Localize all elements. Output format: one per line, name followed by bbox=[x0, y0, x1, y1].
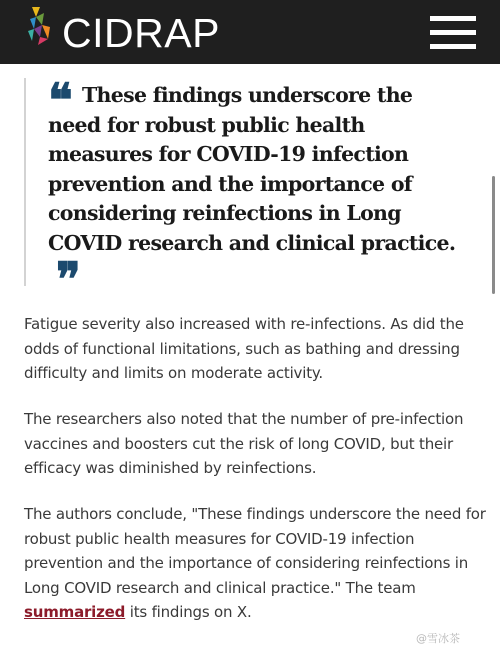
brand-wordmark[interactable]: CIDRAP bbox=[62, 10, 220, 56]
hamburger-menu-icon[interactable] bbox=[430, 14, 478, 52]
article-paragraph bbox=[24, 502, 494, 625]
pull-quote bbox=[24, 73, 466, 306]
article-paragraph: The researchers also noted that the number of pre-infection vaccines and boosters cut the risk of long COVID, but their efficacy was diminished by reinfections. bbox=[24, 410, 464, 477]
summarized-link[interactable]: summarized bbox=[24, 603, 126, 621]
watermark: @雪冰茶 bbox=[416, 632, 460, 645]
close-quote-icon: ❞ bbox=[56, 252, 81, 306]
site-header bbox=[0, 0, 500, 64]
article-paragraph: Fatigue severity also increased with re-infections. As did the odds of functional limitations, such as bathing and dressing difficulty and limits on moderate activity. bbox=[24, 315, 464, 382]
cidrap-logo-icon[interactable] bbox=[26, 5, 62, 49]
scrollbar-thumb[interactable] bbox=[492, 176, 495, 294]
pull-quote-text: These findings underscore the need for robust public health measures for COVID-19 infection prevention and the importance of considering reinfections in Long COVID research and clinical practice. bbox=[48, 83, 456, 255]
open-quote-icon: ❝ bbox=[48, 73, 73, 127]
paragraph-text: The authors conclude, "These findings underscore the need for robust public health measures for COVID-19 infection prevention and the importance of considering reinfections in Long COVID research and clinical practice." The team bbox=[24, 505, 486, 597]
paragraph-text: its findings on X. bbox=[125, 603, 252, 621]
